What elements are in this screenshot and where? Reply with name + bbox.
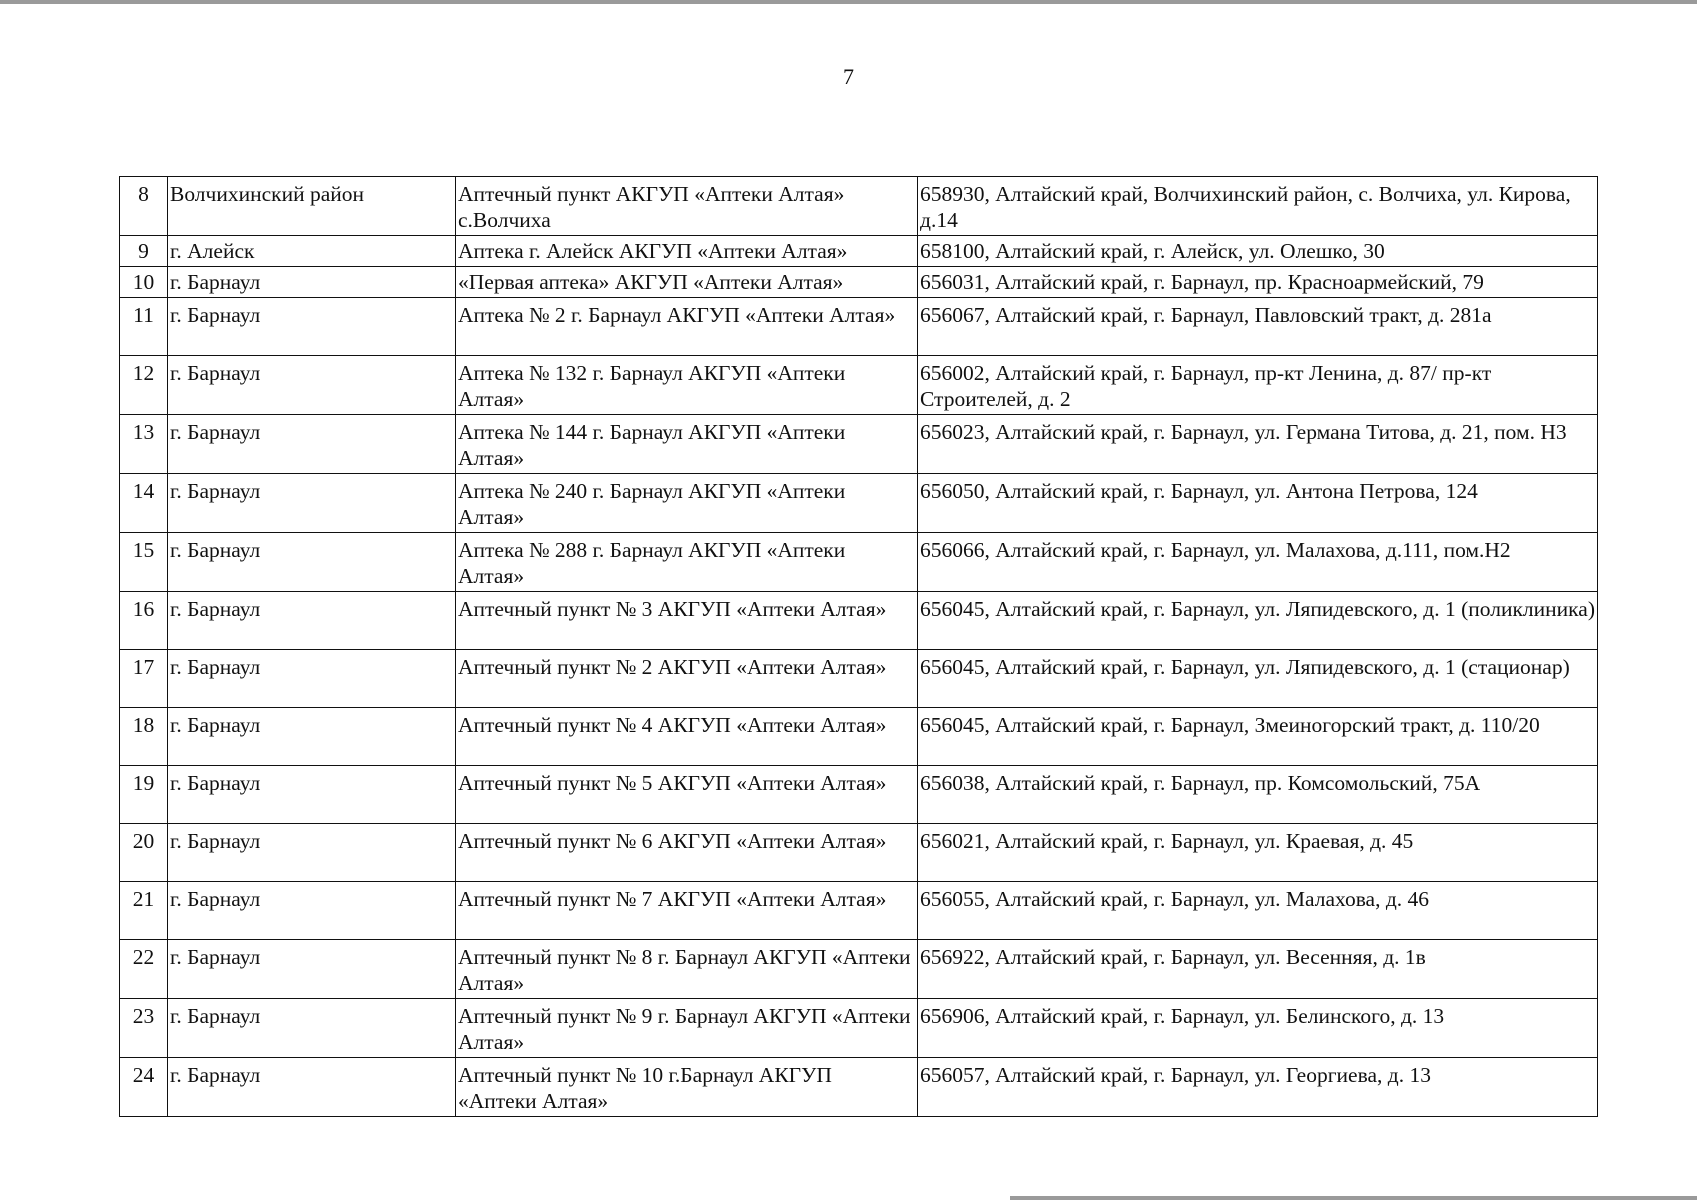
district-cell: г. Барнаул [168,824,456,882]
table-row [120,650,1598,708]
row-number: 16 [120,592,168,650]
table-row [120,708,1598,766]
district-cell: г. Барнаул [168,474,456,533]
table-row [120,356,1598,415]
row-number: 12 [120,356,168,415]
table-row [120,298,1598,356]
pharmacy-table [119,176,1598,1117]
table-row [120,236,1598,267]
district-cell: г. Барнаул [168,882,456,940]
row-number: 19 [120,766,168,824]
district-cell: г. Барнаул [168,708,456,766]
address-cell: 656067, Алтайский край, г. Барнаул, Павловский тракт, д. 281а [918,298,1598,356]
table-row [120,177,1598,236]
pharmacy-cell: Аптека № 2 г. Барнаул АКГУП «Аптеки Алтая» [456,298,918,356]
pharmacy-cell: Аптечный пункт № 7 АКГУП «Аптеки Алтая» [456,882,918,940]
district-cell: г. Барнаул [168,1058,456,1117]
scan-edge [1010,1196,1697,1200]
row-number: 23 [120,999,168,1058]
address-cell: 656002, Алтайский край, г. Барнаул, пр-кт Ленина, д. 87/ пр-кт Строителей, д. 2 [918,356,1598,415]
pharmacy-cell: Аптечный пункт АКГУП «Аптеки Алтая» с.Волчиха [456,177,918,236]
pharmacy-cell: Аптечный пункт № 5 АКГУП «Аптеки Алтая» [456,766,918,824]
address-cell: 656906, Алтайский край, г. Барнаул, ул. Белинского, д. 13 [918,999,1598,1058]
district-cell: г. Барнаул [168,356,456,415]
table-row [120,533,1598,592]
table-row [120,766,1598,824]
pharmacy-cell: Аптека г. Алейск АКГУП «Аптеки Алтая» [456,236,918,267]
address-cell: 656050, Алтайский край, г. Барнаул, ул. Антона Петрова, 124 [918,474,1598,533]
address-cell: 656922, Алтайский край, г. Барнаул, ул. Весенняя, д. 1в [918,940,1598,999]
table-body [120,177,1598,1117]
district-cell: г. Барнаул [168,592,456,650]
pharmacy-cell: Аптечный пункт № 9 г. Барнаул АКГУП «Аптеки Алтая» [456,999,918,1058]
row-number: 10 [120,267,168,298]
address-cell: 656057, Алтайский край, г. Барнаул, ул. Георгиева, д. 13 [918,1058,1598,1117]
address-cell: 656021, Алтайский край, г. Барнаул, ул. Краевая, д. 45 [918,824,1598,882]
row-number: 20 [120,824,168,882]
pharmacy-cell: Аптека № 132 г. Барнаул АКГУП «Аптеки Алтая» [456,356,918,415]
row-number: 22 [120,940,168,999]
row-number: 17 [120,650,168,708]
pharmacy-cell: «Первая аптека» АКГУП «Аптеки Алтая» [456,267,918,298]
district-cell: г. Барнаул [168,267,456,298]
district-cell: г. Алейск [168,236,456,267]
district-cell: г. Барнаул [168,533,456,592]
address-cell: 656023, Алтайский край, г. Барнаул, ул. Германа Титова, д. 21, пом. Н3 [918,415,1598,474]
district-cell: г. Барнаул [168,940,456,999]
pharmacy-cell: Аптечный пункт № 3 АКГУП «Аптеки Алтая» [456,592,918,650]
address-cell: 656055, Алтайский край, г. Барнаул, ул. Малахова, д. 46 [918,882,1598,940]
table-row [120,267,1598,298]
address-cell: 656031, Алтайский край, г. Барнаул, пр. Красноармейский, 79 [918,267,1598,298]
pharmacy-cell: Аптечный пункт № 4 АКГУП «Аптеки Алтая» [456,708,918,766]
row-number: 13 [120,415,168,474]
district-cell: г. Барнаул [168,415,456,474]
row-number: 24 [120,1058,168,1117]
address-cell: 656045, Алтайский край, г. Барнаул, ул. Ляпидевского, д. 1 (поликлиника) [918,592,1598,650]
table-row [120,940,1598,999]
table-row [120,999,1598,1058]
address-cell: 656045, Алтайский край, г. Барнаул, Змеиногорский тракт, д. 110/20 [918,708,1598,766]
pharmacy-cell: Аптечный пункт № 8 г. Барнаул АКГУП «Аптеки Алтая» [456,940,918,999]
pharmacy-cell: Аптечный пункт № 2 АКГУП «Аптеки Алтая» [456,650,918,708]
table-row [120,882,1598,940]
row-number: 14 [120,474,168,533]
address-cell: 656066, Алтайский край, г. Барнаул, ул. Малахова, д.111, пом.Н2 [918,533,1598,592]
pharmacy-cell: Аптека № 144 г. Барнаул АКГУП «Аптеки Алтая» [456,415,918,474]
table-row [120,592,1598,650]
table-row [120,474,1598,533]
district-cell: Волчихинский район [168,177,456,236]
row-number: 21 [120,882,168,940]
row-number: 9 [120,236,168,267]
address-cell: 656045, Алтайский край, г. Барнаул, ул. Ляпидевского, д. 1 (стационар) [918,650,1598,708]
row-number: 11 [120,298,168,356]
table-row [120,415,1598,474]
row-number: 8 [120,177,168,236]
table-row [120,1058,1598,1117]
district-cell: г. Барнаул [168,766,456,824]
district-cell: г. Барнаул [168,999,456,1058]
address-cell: 658930, Алтайский край, Волчихинский район, с. Волчиха, ул. Кирова, д.14 [918,177,1598,236]
scan-edge [0,0,1697,4]
district-cell: г. Барнаул [168,298,456,356]
address-cell: 658100, Алтайский край, г. Алейск, ул. Олешко, 30 [918,236,1598,267]
row-number: 18 [120,708,168,766]
pharmacy-cell: Аптечный пункт № 6 АКГУП «Аптеки Алтая» [456,824,918,882]
address-cell: 656038, Алтайский край, г. Барнаул, пр. Комсомольский, 75А [918,766,1598,824]
pharmacy-cell: Аптека № 240 г. Барнаул АКГУП «Аптеки Алтая» [456,474,918,533]
row-number: 15 [120,533,168,592]
district-cell: г. Барнаул [168,650,456,708]
table-row [120,824,1598,882]
pharmacy-cell: Аптека № 288 г. Барнаул АКГУП «Аптеки Алтая» [456,533,918,592]
pharmacy-cell: Аптечный пункт № 10 г.Барнаул АКГУП «Аптеки Алтая» [456,1058,918,1117]
page-number: 7 [843,64,854,89]
